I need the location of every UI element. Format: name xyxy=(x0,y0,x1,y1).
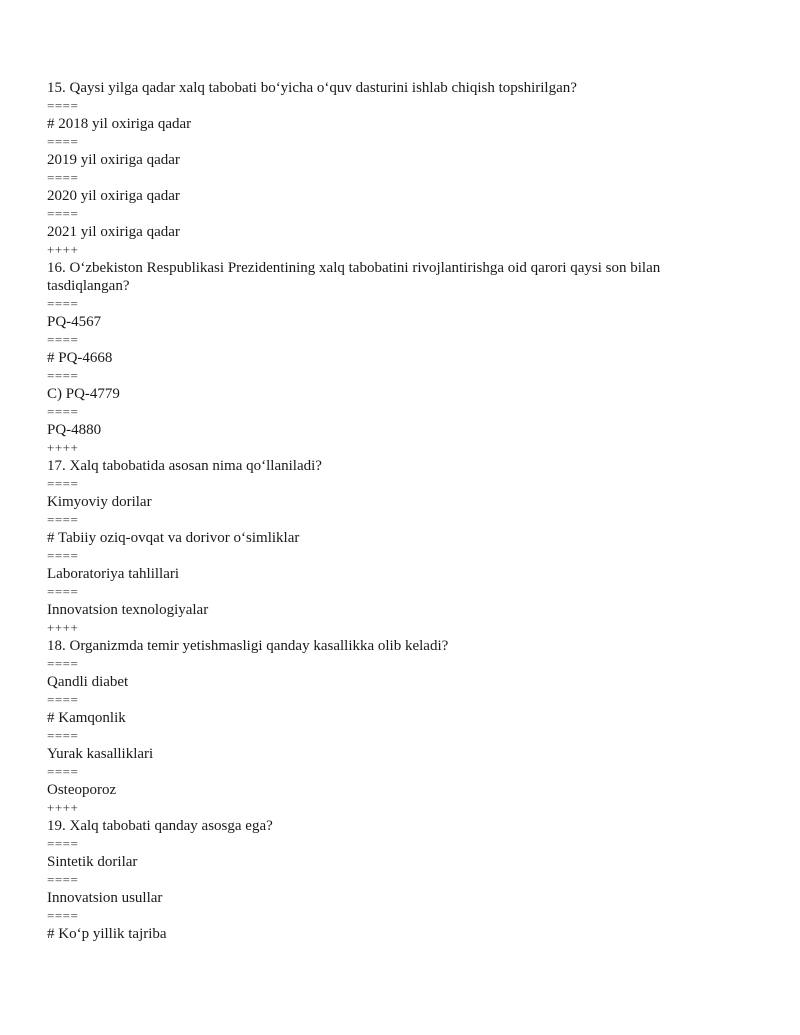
separator-line: ++++ xyxy=(47,440,79,455)
separator-line: ++++ xyxy=(47,800,79,815)
text-line: 15. Qaysi yilga qadar xalq tabobati bo‘yicha o‘quv dasturini ishlab chiqish topshirilgan? xyxy=(47,80,577,96)
text-line: Yurak kasalliklari xyxy=(47,746,154,762)
text-line: 18. Organizmda temir yetishmasligi qanday kasallikka olib keladi? xyxy=(47,638,449,654)
text-line: 19. Xalq tabobati qanday asosga ega? xyxy=(47,818,273,834)
separator-line: ==== xyxy=(47,728,79,743)
text-line: Qandli diabet xyxy=(47,674,129,690)
text-line: tasdiqlangan? xyxy=(47,278,130,294)
text-line: Osteoporoz xyxy=(47,782,117,798)
separator-line: ==== xyxy=(47,908,79,923)
text-line: C) PQ-4779 xyxy=(47,386,120,402)
separator-line: ==== xyxy=(47,548,79,563)
text-line: PQ-4880 xyxy=(47,422,102,438)
text-line: 2019 yil oxiriga qadar xyxy=(47,152,180,168)
separator-line: ==== xyxy=(47,206,79,221)
text-line: # Kamqonlik xyxy=(47,710,126,726)
separator-line: ==== xyxy=(47,872,79,887)
text-line: # 2018 yil oxiriga qadar xyxy=(47,116,192,132)
separator-line: ==== xyxy=(47,584,79,599)
separator-line: ==== xyxy=(47,170,79,185)
text-line: # Ko‘p yillik tajriba xyxy=(47,926,167,942)
separator-line: ==== xyxy=(47,656,79,671)
text-line: 2020 yil oxiriga qadar xyxy=(47,188,180,204)
text-line: # PQ-4668 xyxy=(47,350,113,366)
separator-line: ++++ xyxy=(47,620,79,635)
separator-line: ==== xyxy=(47,836,79,851)
separator-line: ==== xyxy=(47,764,79,779)
text-line: Innovatsion texnologiyalar xyxy=(47,602,209,618)
separator-line: ==== xyxy=(47,476,79,491)
text-line: Laboratoriya tahlillari xyxy=(47,566,180,582)
separator-line: ==== xyxy=(47,98,79,113)
separator-line: ++++ xyxy=(47,242,79,257)
separator-line: ==== xyxy=(47,332,79,347)
text-line: 2021 yil oxiriga qadar xyxy=(47,224,180,240)
separator-line: ==== xyxy=(47,134,79,149)
separator-line: ==== xyxy=(47,368,79,383)
document-body xyxy=(47,79,747,943)
text-line: Sintetik dorilar xyxy=(47,854,138,870)
text-line: Kimyoviy dorilar xyxy=(47,494,152,510)
separator-line: ==== xyxy=(47,692,79,707)
text-line: PQ-4567 xyxy=(47,314,102,330)
text-line: 16. O‘zbekiston Respublikasi Prezidentining xalq tabobatini rivojlantirishga oid qarori qaysi son bilan xyxy=(47,260,661,276)
text-line: 17. Xalq tabobatida asosan nima qo‘llaniladi? xyxy=(47,458,322,474)
separator-line: ==== xyxy=(47,404,79,419)
text-line: # Tabiiy oziq-ovqat va dorivor o‘simliklar xyxy=(47,530,300,546)
text-line: Innovatsion usullar xyxy=(47,890,163,906)
separator-line: ==== xyxy=(47,296,79,311)
separator-line: ==== xyxy=(47,512,79,527)
